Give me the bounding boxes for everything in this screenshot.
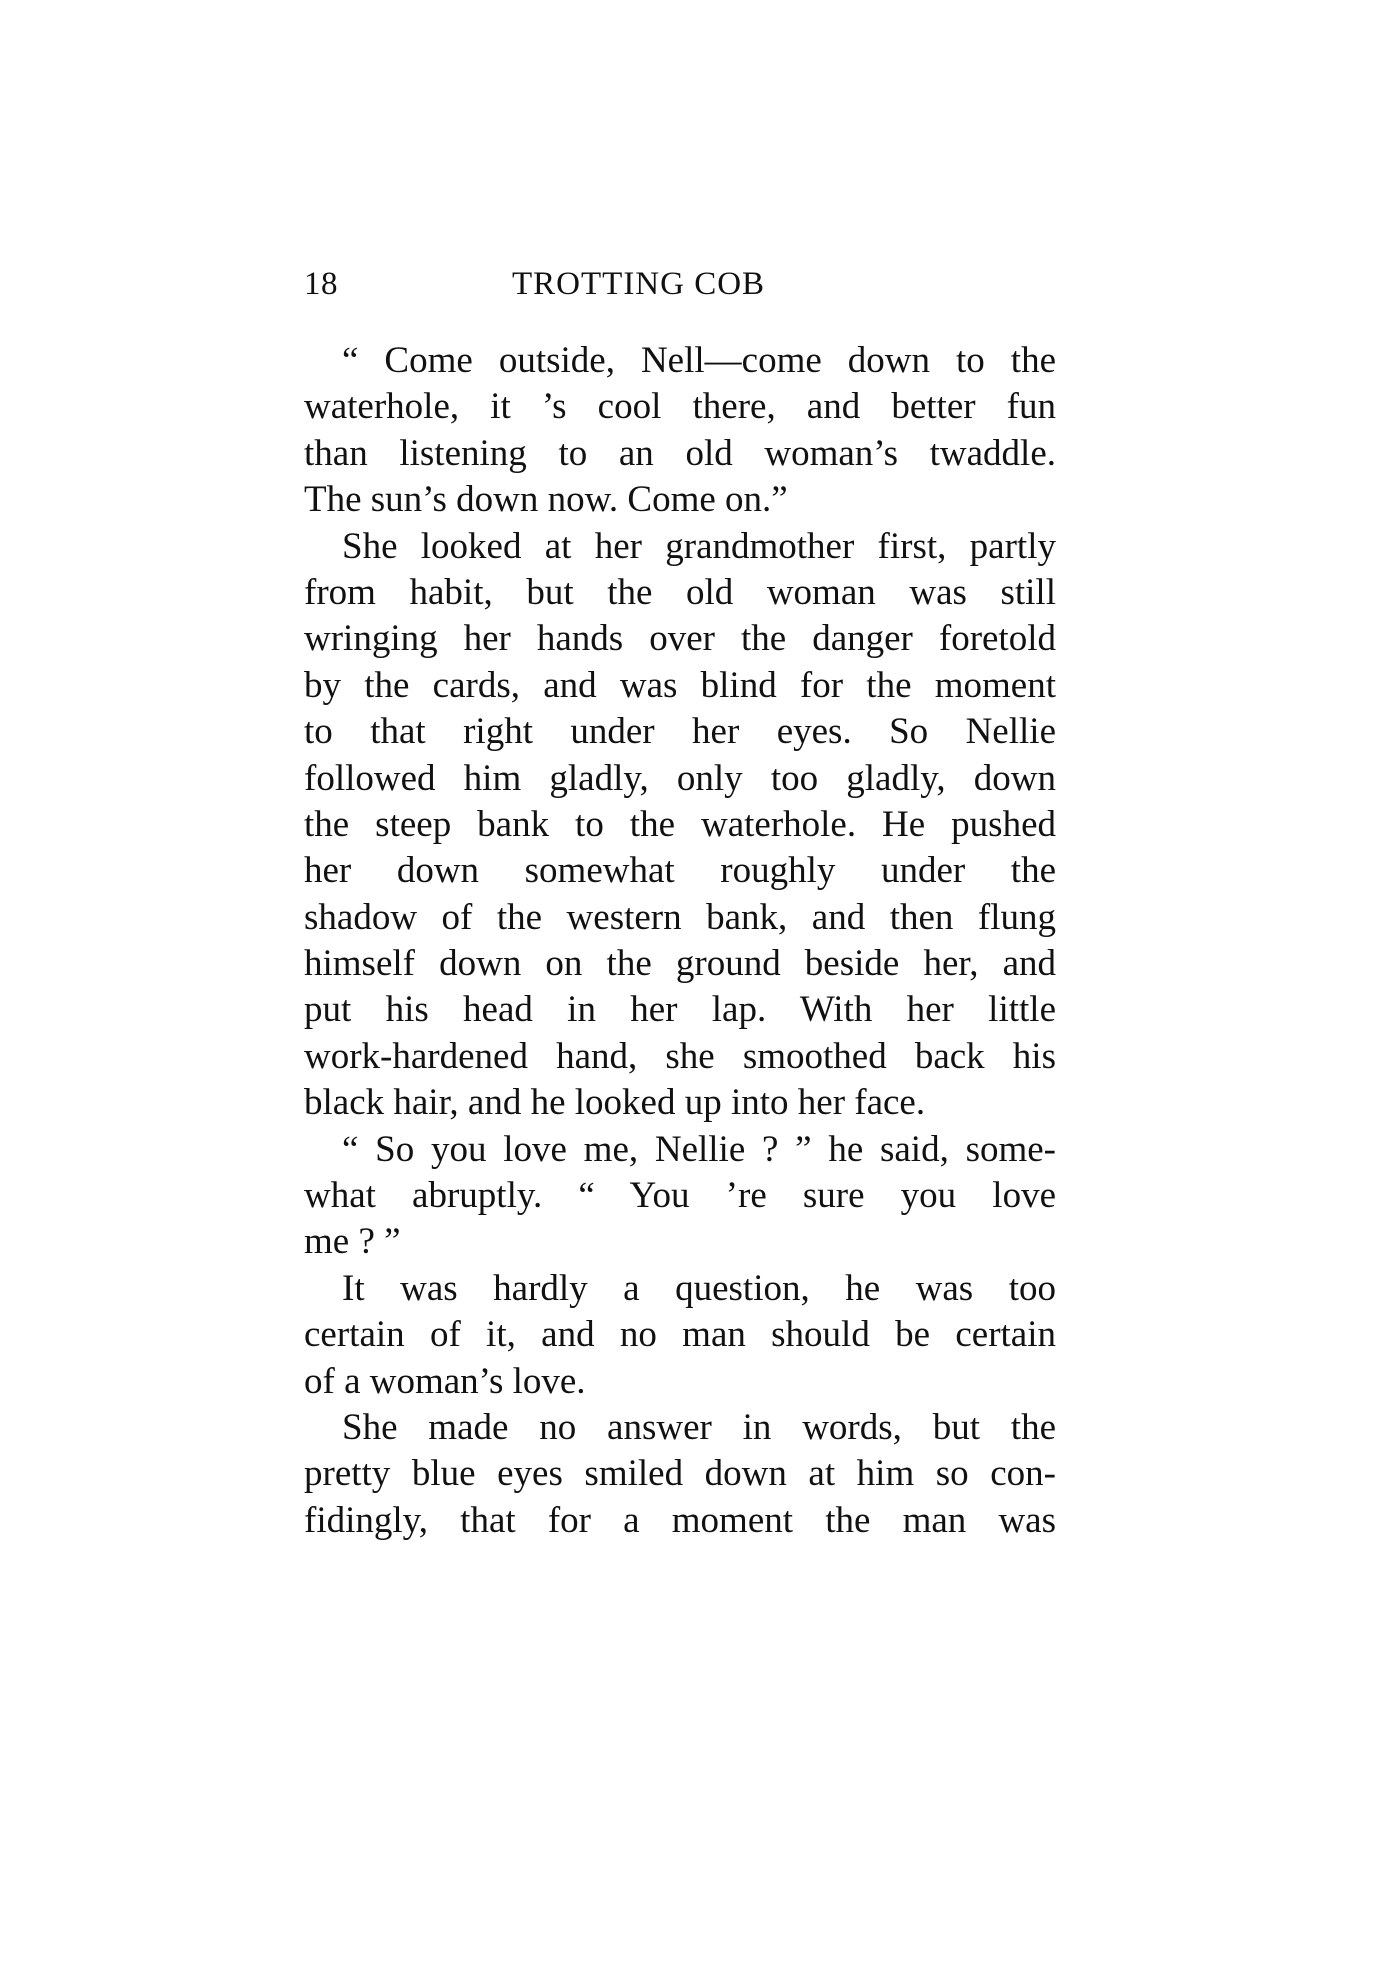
- text-line: shadow of the western bank, and then flung: [304, 896, 1056, 938]
- text-line: by the cards, and was blind for the moment: [304, 664, 1056, 706]
- text-line: “ So you love me, Nellie ? ” he said, some-: [342, 1128, 1056, 1170]
- text-line: work-hardened hand, she smoothed back his: [304, 1035, 1056, 1077]
- text-line: It was hardly a question, he was too: [342, 1267, 1056, 1309]
- text-line: fidingly, that for a moment the man was: [304, 1499, 1056, 1541]
- text-line: the steep bank to the waterhole. He pushed: [304, 803, 1056, 845]
- running-head: [304, 266, 1058, 314]
- text-line: from habit, but the old woman was still: [304, 571, 1056, 613]
- text-line: put his head in her lap. With her little: [304, 989, 1056, 1031]
- text-line: “ Come outside, Nell—come down to the: [342, 340, 1056, 381]
- body-text: [304, 338, 1056, 1544]
- text-line: than listening to an old woman’s twaddle.: [304, 432, 1056, 474]
- text-line: certain of it, and no man should be certain: [304, 1314, 1056, 1356]
- text-line: her down somewhat roughly under the: [304, 850, 1056, 892]
- text-line: She made no answer in words, but the: [342, 1406, 1056, 1448]
- running-title: TROTTING COB: [512, 266, 766, 302]
- text-line: himself down on the ground beside her, and: [304, 943, 1056, 985]
- page-number: 18: [304, 266, 338, 302]
- text-line: of a woman’s love.: [304, 1360, 586, 1402]
- text-line: She looked at her grandmother first, partly: [342, 525, 1056, 567]
- text-line: what abruptly. “ You ’re sure you love: [304, 1175, 1056, 1217]
- text-line: black hair, and he looked up into her face.: [304, 1082, 926, 1124]
- text-line: followed him gladly, only too gladly, down: [304, 757, 1056, 799]
- text-line: wringing her hands over the danger foretold: [304, 618, 1056, 660]
- text-line: me ? ”: [304, 1221, 401, 1263]
- text-line: to that right under her eyes. So Nellie: [304, 711, 1056, 753]
- text-line: pretty blue eyes smiled down at him so con-: [304, 1453, 1056, 1495]
- text-line: waterhole, it ’s cool there, and better fun: [304, 386, 1056, 428]
- text-line: The sun’s down now. Come on.”: [304, 479, 788, 521]
